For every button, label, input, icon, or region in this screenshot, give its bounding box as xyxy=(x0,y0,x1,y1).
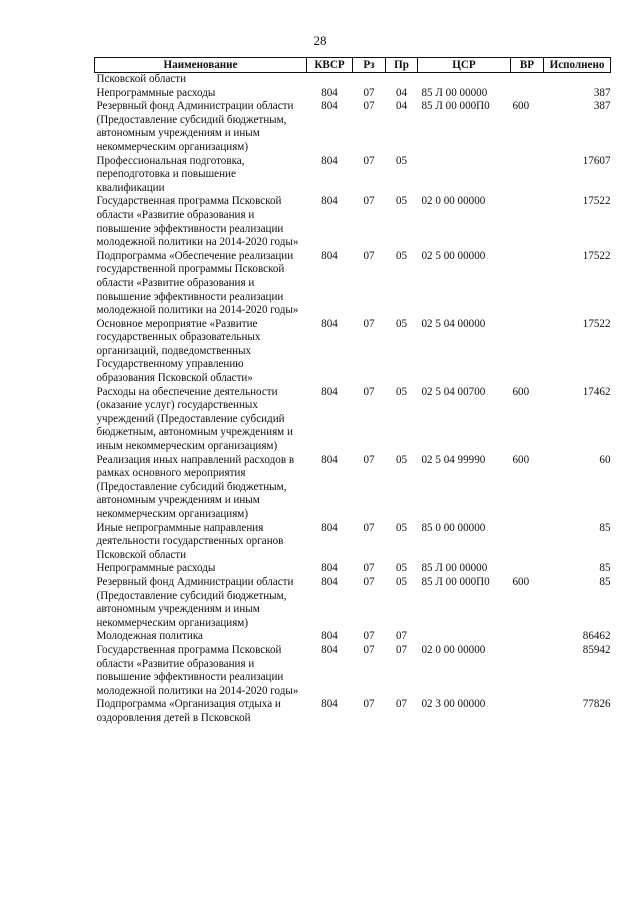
cell-name: Расходы на обеспечение деятельности (оказание услуг) государственных учреждений (Предоставление субсидий бюджетным, автономным учреждениям и иным некоммерческим организациям) xyxy=(96,385,293,453)
cell-vr: 600 xyxy=(512,385,530,398)
cell-pr: 05 xyxy=(395,453,408,466)
cell-kvsr: 804 xyxy=(321,100,338,113)
cell-csr: 85 0 00 00000 xyxy=(421,521,486,534)
header-done: Исполнено xyxy=(544,58,611,73)
cell-rz: 07 xyxy=(363,643,375,656)
cell-vr xyxy=(511,522,544,563)
cell-done xyxy=(544,73,611,87)
cell-csr: 85 Л 00 000П0 xyxy=(421,100,490,113)
cell-rz xyxy=(353,73,386,87)
cell-csr: 85 Л 00 00000 xyxy=(421,562,488,575)
cell-vr xyxy=(511,644,544,698)
cell-csr xyxy=(418,155,511,196)
cell-kvsr: 804 xyxy=(321,521,338,534)
cell-csr: 02 0 00 00000 xyxy=(421,195,486,208)
cell-done: 77826 xyxy=(582,698,611,711)
cell-name: Непрограммные расходы xyxy=(96,562,216,575)
cell-name: Подпрограмма «Обеспечение реализации государственной программы Псковской области «Развитие образования и повышение эффективности реализации молодежной политики на 2014-2020 годы» xyxy=(96,249,299,317)
cell-kvsr: 804 xyxy=(321,698,338,711)
cell-name: Резервный фонд Администрации области (Предоставление субсидий бюджетным, автономным учреждениям и иным некоммерческим организациям) xyxy=(96,575,294,629)
cell-vr xyxy=(511,73,544,87)
table-row xyxy=(95,386,611,454)
cell-csr xyxy=(418,630,511,644)
cell-vr xyxy=(511,630,544,644)
cell-csr: 02 5 04 00000 xyxy=(421,317,486,330)
table-row xyxy=(95,73,611,87)
cell-done: 85 xyxy=(599,562,611,575)
cell-kvsr xyxy=(307,73,353,87)
cell-name: Подпрограмма «Организация отдыха и оздоровления детей в Псковской xyxy=(96,698,281,724)
cell-name: Иные непрограммные направления деятельности государственных органов Псковской области xyxy=(96,521,284,561)
cell-name: Псковской области xyxy=(96,73,187,85)
cell-rz: 07 xyxy=(363,562,375,575)
table-row xyxy=(95,562,611,576)
cell-done: 17607 xyxy=(582,154,611,167)
cell-rz: 07 xyxy=(363,698,375,711)
cell-rz: 07 xyxy=(363,453,375,466)
cell-rz: 07 xyxy=(363,630,375,643)
cell-csr: 02 5 04 00700 xyxy=(421,385,486,398)
cell-kvsr: 804 xyxy=(321,562,338,575)
header-name: Наименование xyxy=(95,58,307,73)
cell-pr: 05 xyxy=(395,195,408,208)
cell-kvsr: 804 xyxy=(321,249,338,262)
cell-name: Профессиональная подготовка, переподготовка и повышение квалификации xyxy=(96,154,245,194)
cell-pr: 05 xyxy=(395,249,408,262)
cell-name: Основное мероприятие «Развитие государственных образовательных организаций, подведомственных Государственному управлению образования Псковской области» xyxy=(96,317,261,385)
cell-csr: 02 0 00 00000 xyxy=(421,643,486,656)
cell-done: 85942 xyxy=(582,643,611,656)
table-row xyxy=(95,100,611,154)
cell-rz: 07 xyxy=(363,195,375,208)
cell-name: Непрограммные расходы xyxy=(96,86,216,99)
cell-csr: 02 5 00 00000 xyxy=(421,249,486,262)
cell-vr: 600 xyxy=(512,575,530,588)
table-row xyxy=(95,698,611,725)
cell-kvsr: 804 xyxy=(321,630,338,643)
cell-done: 17522 xyxy=(582,317,611,330)
cell-rz: 07 xyxy=(363,385,375,398)
cell-rz: 07 xyxy=(363,86,375,99)
cell-done: 17522 xyxy=(582,249,611,262)
cell-pr: 05 xyxy=(395,575,408,588)
table-row xyxy=(95,630,611,644)
table-row xyxy=(95,644,611,698)
cell-kvsr: 804 xyxy=(321,453,338,466)
cell-vr xyxy=(511,250,544,318)
cell-kvsr: 804 xyxy=(321,154,338,167)
cell-name: Молодежная политика xyxy=(96,630,203,643)
cell-pr: 07 xyxy=(395,643,408,656)
cell-kvsr: 804 xyxy=(321,317,338,330)
cell-vr xyxy=(511,698,544,725)
cell-vr xyxy=(511,155,544,196)
cell-done: 387 xyxy=(593,86,611,99)
cell-rz: 07 xyxy=(363,521,375,534)
table-row xyxy=(95,522,611,563)
header-vr: ВР xyxy=(511,58,544,73)
cell-csr xyxy=(418,73,511,87)
table-row xyxy=(95,87,611,101)
header-pr: Пр xyxy=(386,58,418,73)
cell-csr: 02 3 00 00000 xyxy=(421,698,486,711)
cell-pr: 05 xyxy=(395,385,408,398)
header-rz: Рз xyxy=(353,58,386,73)
cell-kvsr: 804 xyxy=(321,195,338,208)
cell-pr: 04 xyxy=(395,100,408,113)
cell-kvsr: 804 xyxy=(321,575,338,588)
cell-rz: 07 xyxy=(363,575,375,588)
cell-done: 17462 xyxy=(582,385,611,398)
cell-vr: 600 xyxy=(512,453,530,466)
cell-vr xyxy=(511,318,544,386)
cell-done: 387 xyxy=(593,100,611,113)
cell-pr: 04 xyxy=(395,86,408,99)
cell-pr: 07 xyxy=(395,630,408,643)
cell-rz: 07 xyxy=(363,100,375,113)
cell-rz: 07 xyxy=(363,317,375,330)
cell-vr xyxy=(511,87,544,101)
table-row xyxy=(95,250,611,318)
table-header xyxy=(95,58,611,73)
cell-vr: 600 xyxy=(512,100,530,113)
cell-pr xyxy=(386,73,418,87)
cell-pr: 07 xyxy=(395,698,408,711)
table-row xyxy=(95,155,611,196)
cell-kvsr: 804 xyxy=(321,86,338,99)
cell-rz: 07 xyxy=(363,154,375,167)
page-number: 28 xyxy=(313,33,327,48)
cell-done: 17522 xyxy=(582,195,611,208)
table-row xyxy=(95,454,611,522)
cell-pr: 05 xyxy=(395,562,408,575)
cell-vr xyxy=(511,562,544,576)
cell-vr xyxy=(511,195,544,249)
cell-rz: 07 xyxy=(363,249,375,262)
cell-name: Государственная программа Псковской области «Развитие образования и повышение эффективности реализации молодежной политики на 2014-2020 годы» xyxy=(96,643,299,697)
cell-done: 60 xyxy=(599,453,611,466)
budget-table-container xyxy=(94,57,610,726)
cell-pr: 05 xyxy=(395,521,408,534)
cell-pr: 05 xyxy=(395,154,408,167)
cell-name: Реализация иных направлений расходов в рамках основного мероприятия (Предоставление субсидий бюджетным, автономным учреждениям и иным некоммерческим организациям) xyxy=(96,453,295,520)
header-kvsr: КВСР xyxy=(307,58,353,73)
cell-done: 85 xyxy=(599,521,611,534)
table-row xyxy=(95,318,611,386)
cell-csr: 85 Л 00 000П0 xyxy=(421,575,490,588)
table-row xyxy=(95,195,611,249)
cell-kvsr: 804 xyxy=(321,643,338,656)
header-row xyxy=(95,58,611,73)
table-row xyxy=(95,576,611,630)
cell-csr: 02 5 04 99990 xyxy=(421,453,486,466)
cell-csr: 85 Л 00 00000 xyxy=(421,86,488,99)
cell-name: Государственная программа Псковской области «Развитие образования и повышение эффективности реализации молодежной политики на 2014-2020 годы» xyxy=(96,195,299,249)
cell-pr: 05 xyxy=(395,317,408,330)
table-body xyxy=(95,73,611,726)
budget-table xyxy=(94,57,611,726)
cell-kvsr: 804 xyxy=(321,385,338,398)
header-csr: ЦСР xyxy=(418,58,511,73)
cell-name: Резервный фонд Администрации области (Предоставление субсидий бюджетным, автономным учреждениям и иным некоммерческим организациям) xyxy=(96,100,294,153)
cell-done: 85 xyxy=(599,575,611,588)
cell-done: 86462 xyxy=(582,630,611,643)
